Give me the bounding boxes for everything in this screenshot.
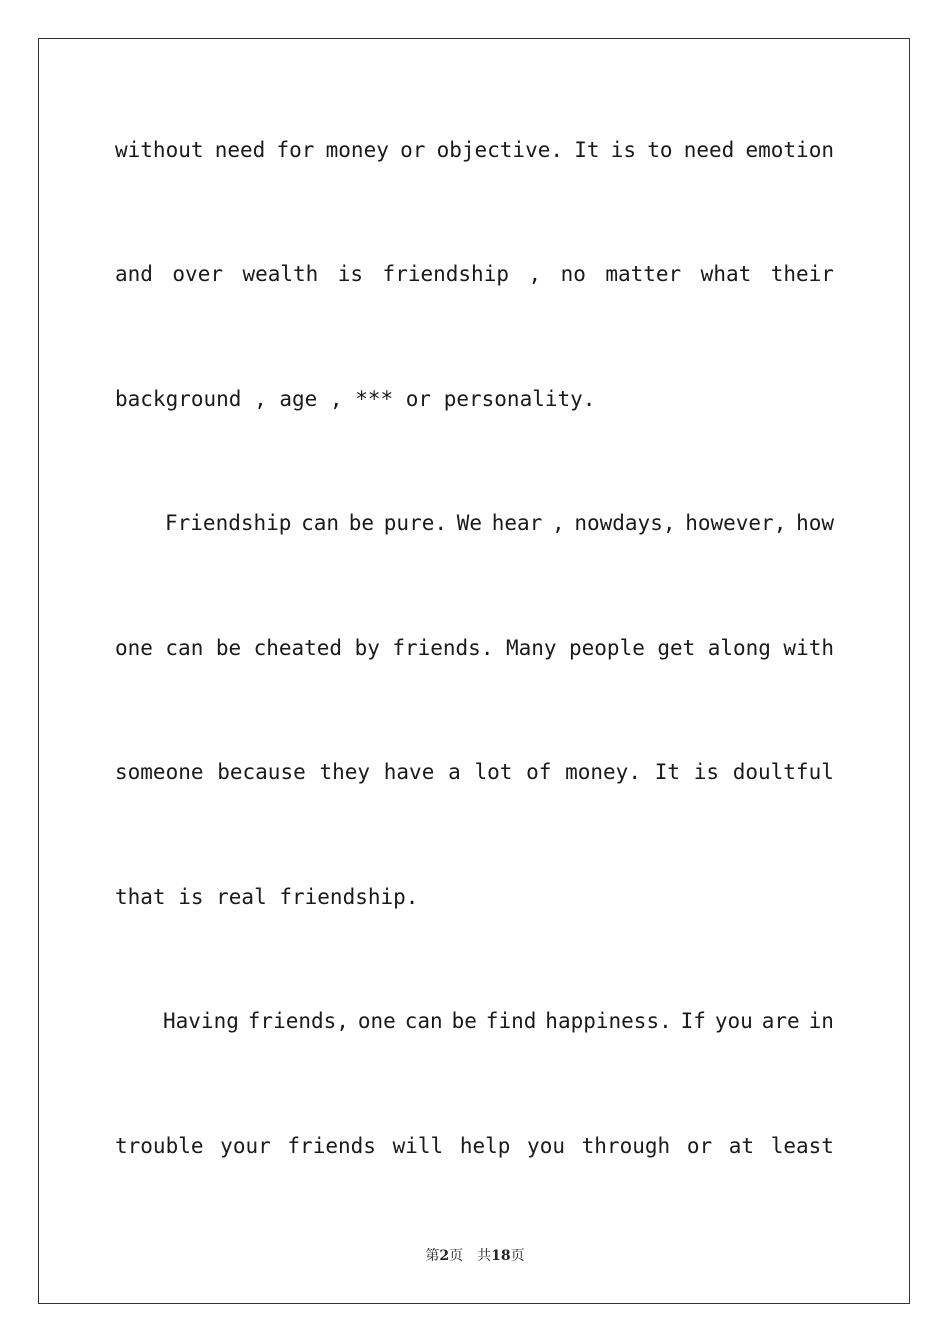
word: is	[610, 138, 636, 162]
word: without	[115, 138, 204, 162]
word: cheated	[253, 636, 343, 660]
word: a	[448, 760, 461, 784]
text-line	[115, 261, 834, 287]
word: ,	[528, 262, 542, 286]
word: be	[215, 636, 242, 660]
text-line	[165, 510, 834, 536]
word: friendship	[382, 262, 509, 286]
word: need	[214, 138, 266, 162]
word: We	[456, 511, 482, 535]
word: lot	[474, 760, 513, 784]
word: they	[319, 760, 371, 784]
word: along	[707, 636, 771, 660]
word: is	[693, 760, 719, 784]
page-border	[38, 38, 910, 1304]
word: If	[680, 1009, 706, 1033]
word: can	[301, 511, 340, 535]
text-line	[115, 137, 834, 163]
word: can	[404, 1009, 443, 1033]
word: doultful	[732, 760, 834, 784]
word: someone	[115, 760, 204, 784]
word: what	[700, 262, 752, 286]
word: one	[115, 636, 153, 660]
word: money	[325, 138, 389, 162]
word: people	[569, 636, 645, 660]
text-line: background , age , *** or personality.	[115, 387, 596, 411]
word: through	[581, 1134, 671, 1158]
word: pure.	[383, 511, 447, 535]
footer-page-total: 18	[491, 1248, 511, 1264]
word: Having	[163, 1009, 239, 1033]
word: objective.	[436, 138, 563, 162]
word: It	[574, 138, 600, 162]
word: over	[172, 262, 223, 286]
word: how	[796, 511, 834, 535]
word: in	[808, 1009, 834, 1033]
text-line	[163, 1008, 834, 1034]
footer-total-suffix: 页	[510, 1248, 525, 1264]
word: Friendship	[165, 511, 292, 535]
word: matter	[605, 262, 682, 286]
footer-total-prefix: 共	[477, 1248, 492, 1264]
word: your	[220, 1134, 271, 1158]
word: at	[728, 1134, 755, 1158]
word: be	[348, 511, 375, 535]
footer-page-current: 2	[439, 1248, 450, 1264]
word: friends.	[392, 636, 494, 660]
word: because	[217, 760, 306, 784]
word: and	[115, 262, 153, 286]
word: by	[354, 636, 380, 660]
word: to	[647, 138, 673, 162]
word: least	[770, 1134, 834, 1158]
word: have	[383, 760, 435, 784]
word: are	[761, 1009, 800, 1033]
word: one	[357, 1009, 396, 1033]
word: or	[400, 138, 426, 162]
page-footer	[0, 1247, 950, 1265]
word: wealth	[242, 262, 319, 286]
word: get	[657, 636, 696, 660]
word: with	[783, 636, 834, 660]
word: no	[560, 262, 586, 286]
word: their	[770, 262, 834, 286]
word: however,	[685, 511, 787, 535]
word: you	[714, 1009, 753, 1033]
word: you	[527, 1134, 565, 1158]
footer-page-suffix: 页	[449, 1248, 464, 1264]
word: trouble	[115, 1134, 204, 1158]
word: ,	[551, 511, 565, 535]
word: friends,	[247, 1009, 349, 1033]
word: be	[451, 1009, 477, 1033]
word: of	[526, 760, 552, 784]
word: find	[485, 1009, 537, 1033]
word: need	[683, 138, 735, 162]
word: friends	[287, 1134, 376, 1158]
word: or	[686, 1134, 713, 1158]
text-line	[115, 1133, 834, 1159]
word: can	[165, 636, 204, 660]
word: hear	[491, 511, 543, 535]
word: is	[337, 262, 364, 286]
word: nowdays,	[574, 511, 676, 535]
word: money.	[565, 760, 641, 784]
word: will	[392, 1134, 444, 1158]
word: happiness.	[545, 1009, 672, 1033]
footer-page-prefix: 第	[425, 1248, 440, 1264]
word: Many	[505, 636, 557, 660]
text-line	[115, 759, 834, 785]
word: for	[276, 138, 315, 162]
word: help	[459, 1134, 511, 1158]
word: It	[654, 760, 680, 784]
word: emotion	[745, 138, 834, 162]
text-line	[115, 635, 834, 661]
text-line: that is real friendship.	[115, 885, 419, 909]
